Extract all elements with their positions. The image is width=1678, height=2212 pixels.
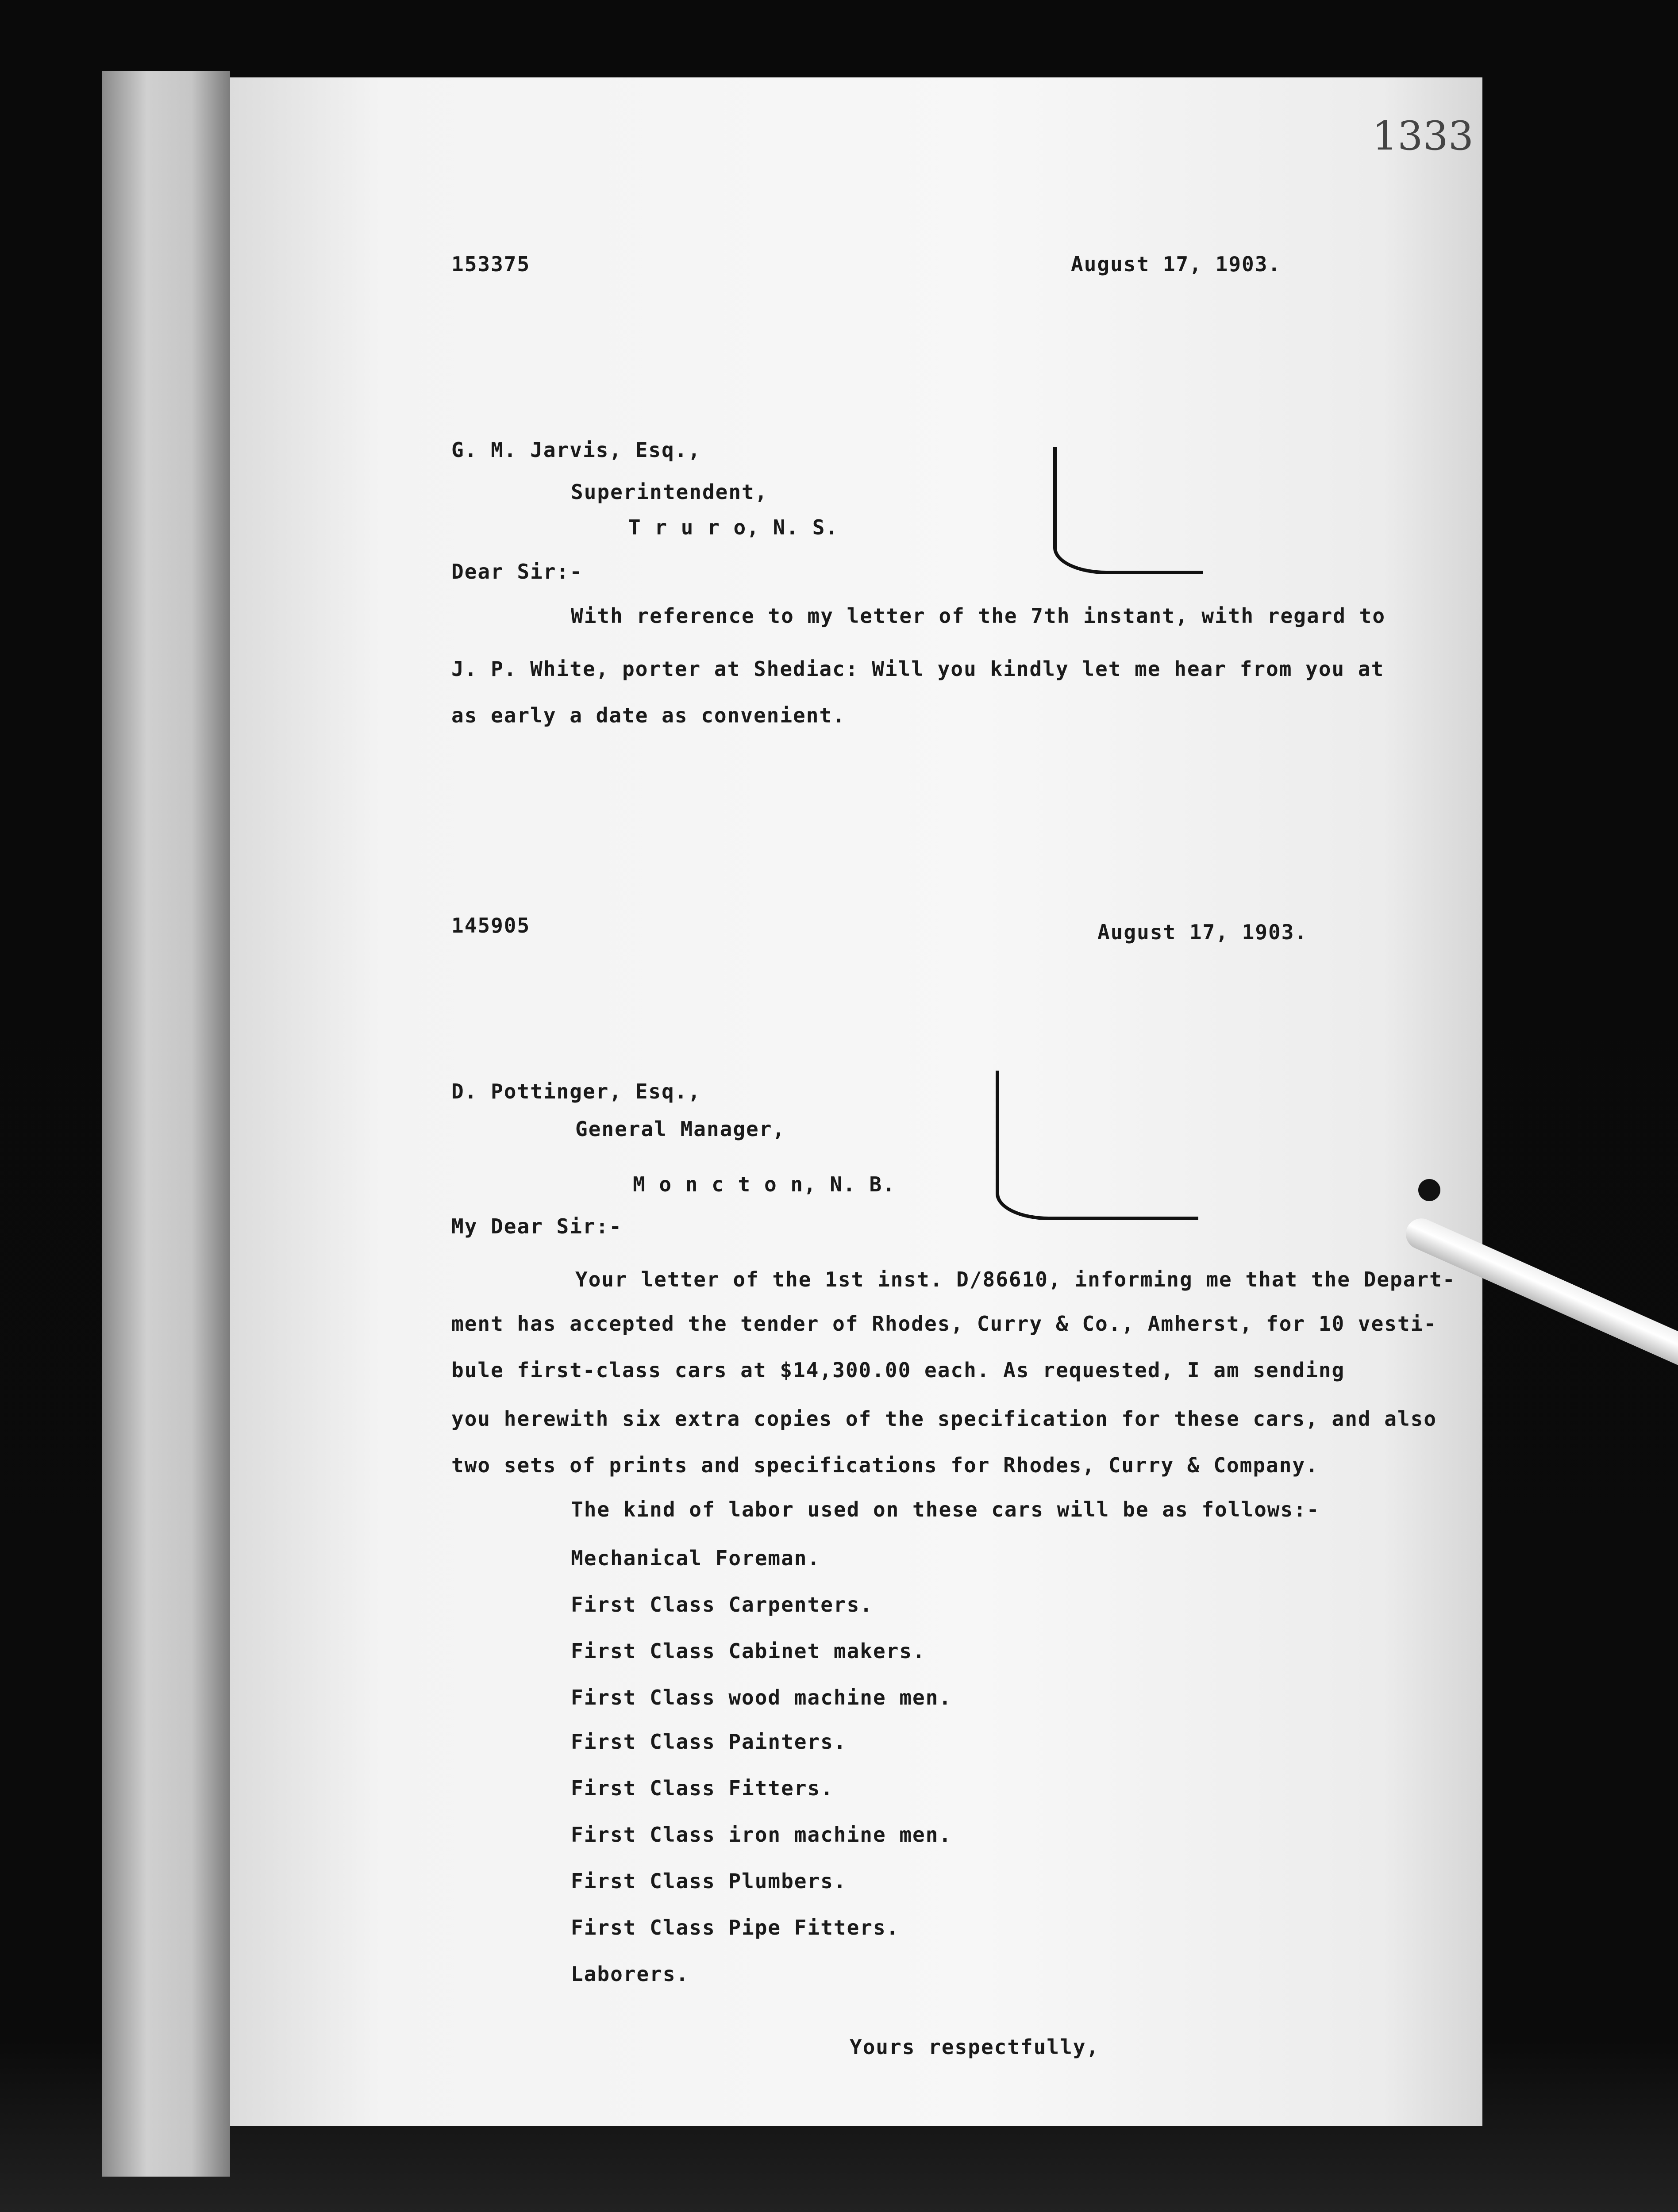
check-mark-icon <box>996 1071 1198 1220</box>
letter2-body-line: two sets of prints and specifications for Rhodes, Curry & Company. <box>451 1453 1319 1477</box>
letter2-recipient-title: General Manager, <box>575 1117 786 1141</box>
letter2-recipient-name: D. Pottinger, Esq., <box>451 1079 701 1103</box>
letter1-date: August 17, 1903. <box>1071 252 1282 276</box>
labor-list-item: First Class Painters. <box>571 1730 847 1754</box>
letter1-recipient-name: G. M. Jarvis, Esq., <box>451 438 701 462</box>
labor-list-item: First Class wood machine men. <box>571 1686 952 1709</box>
letter1-recipient-title: Superintendent, <box>571 480 768 504</box>
previous-page-edge <box>102 71 230 2177</box>
labor-list-item: First Class Fitters. <box>571 1776 834 1800</box>
letter2-body-line: bule first-class cars at $14,300.00 each. As requested, I am sending <box>451 1358 1345 1382</box>
labor-list-item: Mechanical Foreman. <box>571 1546 821 1570</box>
labor-list-item: First Class Plumbers. <box>571 1869 847 1893</box>
check-mark-icon <box>1053 447 1203 574</box>
labor-list-item: Laborers. <box>571 1962 689 1986</box>
letter2-body-line: you herewith six extra copies of the specification for these cars, and also <box>451 1407 1437 1431</box>
letter1-salutation: Dear Sir:- <box>451 560 583 584</box>
letter1-body-line: J. P. White, porter at Shediac: Will you kindly let me hear from you at <box>451 657 1385 681</box>
letter2-closing: Yours respectfully, <box>850 2035 1100 2059</box>
letter2-recipient-place: M o n c t o n, N. B. <box>633 1172 896 1196</box>
labor-list-item: First Class Carpenters. <box>571 1593 873 1617</box>
letter1-file-number: 153375 <box>451 252 531 276</box>
pen-tip-icon <box>1418 1179 1440 1201</box>
letter1-body-line: With reference to my letter of the 7th instant, with regard to <box>571 604 1386 628</box>
letter2-date: August 17, 1903. <box>1097 920 1308 944</box>
labor-list-item: First Class iron machine men. <box>571 1823 952 1847</box>
letter2-salutation: My Dear Sir:- <box>451 1214 623 1238</box>
letter2-body-line: The kind of labor used on these cars will be as follows:- <box>571 1498 1320 1521</box>
letter1-body-line: as early a date as convenient. <box>451 703 846 727</box>
letter1-recipient-place: T r u r o, N. S. <box>628 515 839 539</box>
letter2-body-line: ment has accepted the tender of Rhodes, Curry & Co., Amherst, for 10 vesti- <box>451 1312 1437 1336</box>
letter2-file-number: 145905 <box>451 914 531 937</box>
letterbook-page <box>230 77 1482 2126</box>
page-number: 1333 <box>1372 113 1474 159</box>
labor-list-item: First Class Pipe Fitters. <box>571 1916 900 1939</box>
letter2-body-line: Your letter of the 1st inst. D/86610, informing me that the Depart- <box>575 1267 1456 1291</box>
labor-list-item: First Class Cabinet makers. <box>571 1639 926 1663</box>
